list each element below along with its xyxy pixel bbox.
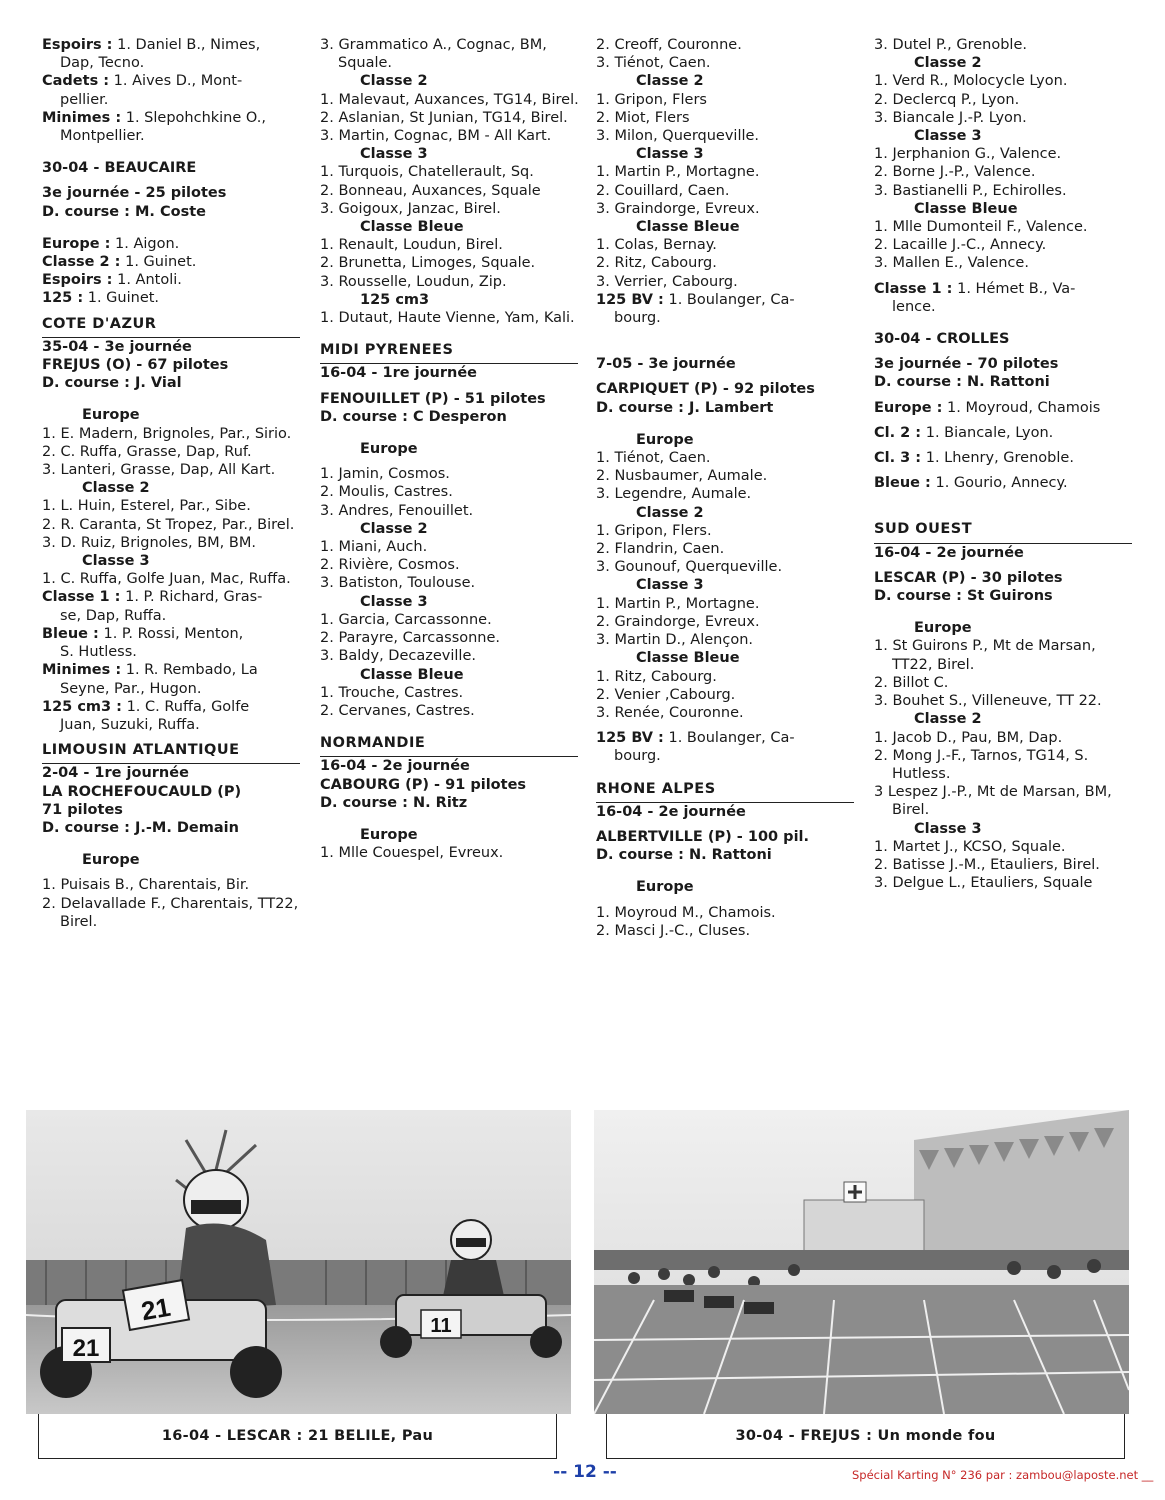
ranking-line: 2. Mong J.-F., Tarnos, TG14, S. Hutless. [874,747,1089,782]
event-heading: D. course : M. Coste [42,203,206,220]
result-text: 1. R. Rembado, La [121,662,258,679]
class-heading: Classe 3 [82,553,150,570]
result-line [42,253,304,271]
ranking-line: 1. Martin P., Mortagne. [596,595,760,612]
spacer [874,442,1136,449]
class-heading: Classe 2 [636,504,704,521]
event-heading: 2-04 - 1re journée [42,765,189,782]
ranking-line: 1. Mlle Couespel, Evreux. [320,845,504,862]
ranking-line: 1. E. Madern, Brignoles, Par., Sirio. [42,425,292,442]
result-line [42,625,304,643]
category-label: Bleue : [42,625,99,642]
ranking-line: 1. Gripon, Flers. [596,522,712,539]
region-heading: MIDI PYRENEES [320,341,578,364]
event-heading: 35-04 - 3e journée [42,338,192,355]
spacer [320,458,582,465]
ranking-line: 3. Baldy, Decazeville. [320,648,476,665]
class-heading: Classe 3 [636,146,704,163]
region-heading: RHONE ALPES [596,780,854,803]
class-heading: Classe 2 [914,711,982,728]
category-label: 125 BV : [596,291,664,308]
spacer [320,720,582,734]
result-line [874,474,1136,492]
spacer [874,392,1136,399]
caption-lescar: 16-04 - LESCAR : 21 BELILE, Pau [38,1414,557,1459]
ranking-line: 3. Bastianelli P., Echirolles. [874,182,1067,199]
category-label: Bleue : [874,475,931,492]
ranking-line: 1. Mlle Dumonteil F., Valence. [874,219,1088,236]
caption-frejus: 30-04 - FREJUS : Un monde fou [606,1414,1125,1459]
category-label: Europe : [42,235,111,252]
spacer [596,821,858,828]
ranking-line: 3. Rousselle, Loudun, Zip. [320,273,507,290]
scan-credit: Spécial Karting N° 236 par : zambou@laposte.net __ [852,1468,1154,1482]
category-label: Cl. 2 : [874,424,922,441]
continuation-line: Juan, Suzuki, Ruffa. [60,716,200,733]
event-heading: D. course : N. Rattoni [874,374,1050,391]
ranking-line: 1. Martet J., KCSO, Squale. [874,838,1066,855]
result-line [874,424,1136,442]
class-heading: Europe [914,620,972,637]
ranking-line: 2. Flandrin, Caen. [596,541,725,558]
spacer [320,812,582,826]
category-label: Minimes : [42,662,122,679]
result-line [42,289,304,307]
ranking-line: 1. Jamin, Cosmos. [320,466,450,483]
region-heading: COTE D'AZUR [42,315,300,338]
result-line [596,291,858,309]
region-heading: LIMOUSIN ATLANTIQUE [42,741,300,764]
category-label: 125 cm3 : [42,698,122,715]
ranking-line: 1. Malevaut, Auxances, TG14, Birel. [320,91,579,108]
event-heading: ALBERTVILLE (P) - 100 pil. [596,828,810,845]
event-heading: D. course : J. Lambert [596,399,774,416]
ranking-line: 2. Nusbaumer, Aumale. [596,468,768,485]
ranking-line: 2. Billot C. [874,674,949,691]
category-label: Cl. 3 : [874,450,922,467]
ranking-line: 2. Creoff, Couronne. [596,37,742,53]
text-column-4 [874,36,1136,892]
spacer [320,327,582,341]
ranking-line: 3. Grammatico A., Cognac, BM, Squale. [320,37,547,72]
ranking-line: 3. Dutel P., Grenoble. [874,37,1027,53]
spacer [320,383,582,390]
event-heading: 16-04 - 2e journée [320,758,470,775]
text-column-1 [42,36,304,931]
spacer [42,837,304,851]
ranking-line: 3 Lespez J.-P., Mt de Marsan, BM, Birel. [874,784,1112,819]
class-heading: Europe [82,852,140,869]
result-text: 1. P. Rossi, Menton, [98,625,244,642]
ranking-line: 3. Mallen E., Valence. [874,255,1029,272]
category-label: Espoirs : [42,272,113,289]
spacer [42,145,304,159]
event-heading: 3e journée - 25 pilotes [42,185,227,202]
photo-lescar [26,1110,571,1414]
class-heading: Classe Bleue [914,200,1018,217]
result-line [874,399,1136,417]
continuation-line: pellier. [60,91,109,108]
ranking-line: 2. Brunetta, Limoges, Squale. [320,255,536,272]
ranking-line: 1. Puisais B., Charentais, Bir. [42,877,250,894]
spacer [874,348,1136,355]
event-heading: 71 pilotes [42,801,123,818]
result-text: 1. Aigon. [110,235,180,252]
result-text: 1. Boulanger, Ca- [663,730,795,747]
class-heading: Classe Bleue [636,219,740,236]
class-heading: Classe Bleue [360,219,464,236]
ranking-line: 3. Goigoux, Janzac, Birel. [320,200,501,217]
spacer [596,373,858,380]
ranking-line: 1. Miani, Auch. [320,539,428,556]
class-heading: Europe [360,826,418,843]
result-line [596,729,858,747]
class-heading: Classe 3 [636,577,704,594]
ranking-line: 3. Graindorge, Evreux. [596,200,760,217]
class-heading: Classe 3 [914,128,982,145]
ranking-line: 1. Verd R., Molocycle Lyon. [874,73,1068,90]
spacer [42,308,304,315]
class-heading: Classe 2 [82,480,150,497]
region-heading: SUD OUEST [874,520,1132,543]
ranking-line: 2. Moulis, Castres. [320,484,453,501]
event-heading: D. course : N. Ritz [320,794,468,811]
category-label: Europe : [874,399,943,416]
category-label: Cadets : [42,73,110,90]
ranking-line: 1. Jerphanion G., Valence. [874,146,1062,163]
continuation-line: Seyne, Par., Hugon. [60,680,202,697]
spacer [874,316,1136,330]
ranking-line: 3. Martin D., Alençon. [596,632,754,649]
ranking-line: 2. Borne J.-P., Valence. [874,164,1036,181]
result-text: 1. Moyroud, Chamois [942,399,1101,416]
class-heading: Classe Bleue [636,650,740,667]
ranking-line: 3. Verrier, Cabourg. [596,273,738,290]
ranking-line: 2. Bonneau, Auxances, Squale [320,182,541,199]
ranking-line: 1. Dutaut, Haute Vienne, Yam, Kali. [320,310,575,327]
ranking-line: 2. Rivière, Cosmos. [320,557,460,574]
result-line [42,72,304,90]
category-label: Classe 1 : [42,589,121,606]
continuation-line: bourg. [614,748,661,765]
spacer [42,869,304,876]
continuation-line: lence. [892,298,936,315]
ranking-line: 2. R. Caranta, St Tropez, Par., Birel. [42,516,295,533]
ranking-line: 1. Jacob D., Pau, BM, Dap. [874,729,1063,746]
ranking-line: 3. Delgue L., Etauliers, Squale [874,875,1093,892]
result-line [874,280,1136,298]
event-heading: 16-04 - 2e journée [596,803,746,820]
ranking-line: 1. Moyroud M., Chamois. [596,904,776,921]
ranking-line: 1. Colas, Bernay. [596,237,717,254]
spacer [596,341,858,355]
result-line [42,588,304,606]
ranking-line: 1. Garcia, Carcassonne. [320,611,492,628]
spacer [596,897,858,904]
continuation-line: se, Dap, Ruffa. [60,607,167,624]
ranking-line: 2. Graindorge, Evreux. [596,613,760,630]
ranking-line: 2. Delavallade F., Charentais, TT22, Birel. [42,895,299,930]
page-number: -- 12 -- [553,1462,617,1482]
class-heading: Classe 3 [914,820,982,837]
ranking-line: 3. Milon, Querqueville. [596,128,760,145]
ranking-line: 3. Martin, Cognac, BM - All Kart. [320,128,552,145]
result-text: 1. Antoli. [112,272,182,289]
result-line [42,271,304,289]
category-label: Minimes : [42,109,122,126]
ranking-line: 1. Renault, Loudun, Birel. [320,237,503,254]
result-text: 1. P. Richard, Gras- [120,589,263,606]
ranking-line: 1. St Guirons P., Mt de Marsan, TT22, Birel. [874,638,1096,673]
class-heading: Classe 2 [914,55,982,72]
event-heading: LA ROCHEFOUCAULD (P) [42,783,242,800]
kart-number-21-front: 21 [72,1335,100,1362]
spacer [42,734,304,741]
event-heading: 30-04 - BEAUCAIRE [42,160,197,177]
event-heading: 16-04 - 1re journée [320,365,478,382]
spacer [874,506,1136,520]
ranking-line: 2. Couillard, Caen. [596,182,730,199]
class-heading: 125 cm3 [360,291,430,308]
class-heading: Europe [636,431,694,448]
continuation-line: S. Hutless. [60,644,137,661]
continuation-line: bourg. [614,310,661,327]
spacer [874,562,1136,569]
photo-frejus [594,1110,1129,1414]
ranking-line: 3. Gounouf, Querqueville. [596,559,783,576]
ranking-line: 3. Andres, Fenouillet. [320,502,474,519]
event-heading: D. course : N. Rattoni [596,847,772,864]
text-column-3 [596,36,858,940]
spacer [42,221,304,235]
spacer [596,327,858,341]
ranking-line: 3. Tiénot, Caen. [596,55,711,72]
category-label: Classe 2 : [42,254,121,271]
category-label: 125 : [42,290,84,307]
event-heading: 7-05 - 3e journée [596,356,736,373]
result-line [42,661,304,679]
class-heading: Classe 3 [360,146,428,163]
ranking-line: 3. Legendre, Aumale. [596,486,752,503]
result-text: 1. Guinet. [83,290,160,307]
class-heading: Europe [82,407,140,424]
result-line [42,109,304,127]
event-heading: CARPIQUET (P) - 92 pilotes [596,381,815,398]
ranking-line: 3. Renée, Couronne. [596,704,744,721]
ranking-line: 1. L. Huin, Esterel, Par., Sibe. [42,498,251,515]
ranking-line: 3. Bouhet S., Villeneuve, TT 22. [874,693,1102,710]
ranking-line: 1. Ritz, Cabourg. [596,668,717,685]
ranking-line: 1. Trouche, Castres. [320,684,464,701]
spacer [596,766,858,780]
ranking-line: 2. Masci J.-C., Cluses. [596,922,751,939]
result-line [874,449,1136,467]
ranking-line: 3. Lanteri, Grasse, Dap, All Kart. [42,462,276,479]
ranking-line: 3. D. Ruiz, Brignoles, BM, BM. [42,534,256,551]
spacer [596,722,858,729]
spacer [42,392,304,406]
class-heading: Classe 2 [360,73,428,90]
result-text: 1. Gourio, Annecy. [930,475,1068,492]
continuation-line: Dap, Tecno. [60,55,145,72]
event-heading: FENOUILLET (P) - 51 pilotes [320,390,546,407]
spacer [320,426,582,440]
result-text: 1. Boulanger, Ca- [663,291,795,308]
event-heading: D. course : C Desperon [320,408,507,425]
spacer [874,273,1136,280]
result-line [42,36,304,54]
result-text: 1. Biancale, Lyon. [921,424,1054,441]
result-text: 1. Guinet. [120,254,197,271]
spacer [596,864,858,878]
event-heading: 16-04 - 2e journée [874,544,1024,561]
event-heading: D. course : J.-M. Demain [42,819,239,836]
ranking-line: 2. Declercq P., Lyon. [874,91,1020,108]
region-heading: NORMANDIE [320,734,578,757]
result-text: 1. Hémet B., Va- [952,280,1076,297]
kart-number-21-side: 21 [138,1291,173,1327]
event-heading: FREJUS (O) - 67 pilotes [42,357,229,374]
ranking-line: 1. Tiénot, Caen. [596,450,711,467]
ranking-line: 2. Lacaille J.-C., Annecy. [874,237,1047,254]
category-label: Classe 1 : [874,280,953,297]
kart-number-11: 11 [430,1315,452,1337]
ranking-line: 2. Venier ,Cabourg. [596,686,736,703]
result-text: 1. Slepohchkine O., [121,109,266,126]
ranking-line: 3. Batiston, Toulouse. [320,575,476,592]
spacer [42,177,304,184]
result-text: 1. Aives D., Mont- [109,73,243,90]
spacer [874,492,1136,506]
event-heading: 3e journée - 70 pilotes [874,356,1059,373]
result-text: 1. C. Ruffa, Golfe [121,698,250,715]
class-heading: Europe [360,441,418,458]
spacer [874,467,1136,474]
spacer [596,417,858,431]
spacer [874,417,1136,424]
ranking-line: 2. Batisse J.-M., Etauliers, Birel. [874,856,1100,873]
event-heading: D. course : J. Vial [42,375,182,392]
class-heading: Classe 3 [360,593,428,610]
event-heading: D. course : St Guirons [874,588,1053,605]
spacer [874,605,1136,619]
ranking-line: 2. Parayre, Carcassonne. [320,630,501,647]
class-heading: Classe Bleue [360,666,464,683]
ranking-line: 2. C. Ruffa, Grasse, Dap, Ruf. [42,443,252,460]
result-line [42,698,304,716]
ranking-line: 2. Miot, Flers [596,109,690,126]
continuation-line: Montpellier. [60,128,145,145]
ranking-line: 1. C. Ruffa, Golfe Juan, Mac, Ruffa. [42,571,291,588]
event-heading: CABOURG (P) - 91 pilotes [320,776,527,793]
ranking-line: 1. Martin P., Mortagne. [596,164,760,181]
event-heading: 30-04 - CROLLES [874,331,1010,348]
result-text: 1. Lhenry, Grenoble. [921,450,1074,467]
ranking-line: 3. Biancale J.-P. Lyon. [874,109,1027,126]
class-heading: Classe 2 [360,520,428,537]
category-label: 125 BV : [596,730,664,747]
class-heading: Europe [636,879,694,896]
result-text: 1. Daniel B., Nimes, [112,37,261,53]
text-column-2 [320,36,582,862]
ranking-line: 1. Gripon, Flers [596,91,707,108]
ranking-line: 2. Cervanes, Castres. [320,702,475,719]
ranking-line: 2. Aslanian, St Junian, TG14, Birel. [320,109,568,126]
class-heading: Classe 2 [636,73,704,90]
result-line [42,235,304,253]
ranking-line: 2. Ritz, Cabourg. [596,255,717,272]
event-heading: LESCAR (P) - 30 pilotes [874,569,1063,586]
category-label: Espoirs : [42,37,113,53]
ranking-line: 1. Turquois, Chatellerault, Sq. [320,164,534,181]
